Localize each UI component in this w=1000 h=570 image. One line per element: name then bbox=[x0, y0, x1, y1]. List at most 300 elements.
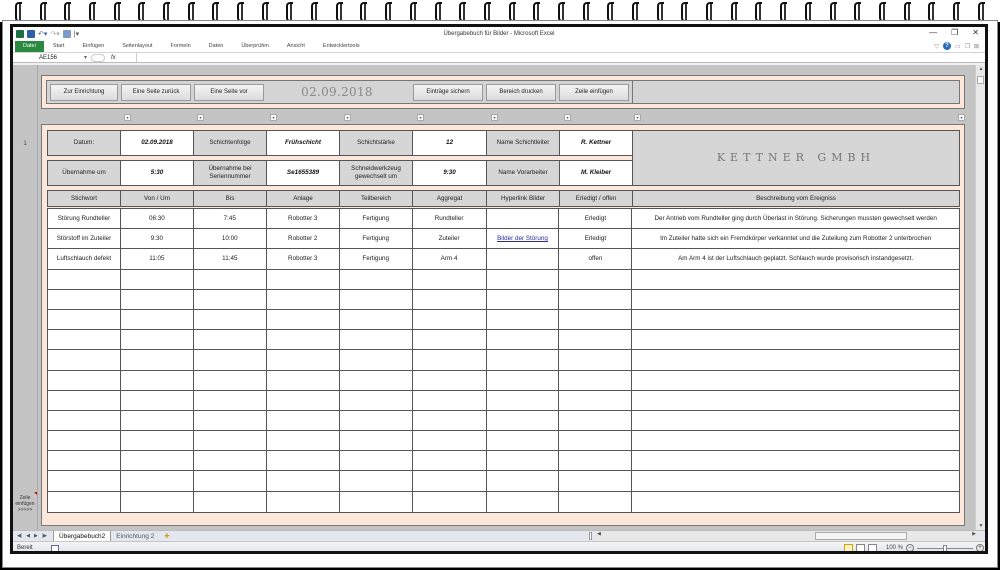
cell-hyperlink-bilder[interactable] bbox=[487, 492, 560, 512]
excel-app-icon bbox=[16, 30, 24, 38]
cell-erledigt-offen[interactable] bbox=[559, 371, 632, 390]
value-datum[interactable]: 02.09.2018 bbox=[120, 130, 194, 156]
cell-von-um[interactable] bbox=[121, 431, 194, 450]
spiral-ring-icon bbox=[805, 2, 812, 22]
spiral-ring-icon bbox=[385, 2, 392, 22]
next-sheet-icon[interactable]: ▶ bbox=[34, 533, 38, 539]
spiral-ring-icon bbox=[731, 2, 738, 22]
cell-anlage[interactable] bbox=[267, 411, 340, 430]
tab-start[interactable]: Start bbox=[52, 43, 65, 49]
zoom-slider[interactable] bbox=[917, 548, 973, 549]
cell-beschreibung[interactable]: Der Antrieb vom Rundteller ging durch Überlast in Störung. Sicherungen mussten gewechselt werden bbox=[654, 215, 937, 223]
cell-von-um[interactable] bbox=[121, 391, 194, 410]
tab-seitenlayout[interactable]: Seitenlayout bbox=[122, 43, 153, 49]
scroll-up-icon[interactable]: ▲ bbox=[978, 66, 984, 72]
cell-beschreibung[interactable] bbox=[632, 330, 959, 349]
cell-hyperlink-bilder[interactable] bbox=[487, 330, 560, 349]
table-row bbox=[48, 492, 959, 512]
cell-stichwort[interactable] bbox=[48, 471, 121, 490]
cell-hyperlink-bilder[interactable] bbox=[487, 290, 560, 309]
cell-teilbereich[interactable] bbox=[340, 471, 413, 490]
name-box[interactable] bbox=[13, 53, 91, 62]
cell-hyperlink-bilder[interactable] bbox=[487, 371, 560, 390]
filter-dropdown-icon[interactable]: ▾ bbox=[197, 114, 204, 121]
spiral-ring-icon bbox=[484, 2, 491, 22]
fx-icon[interactable]: fx bbox=[111, 54, 116, 61]
cell-hyperlink-bilder[interactable] bbox=[487, 209, 560, 228]
cell-aggregat[interactable] bbox=[413, 451, 487, 470]
sheet-tab-uebergabebuch2[interactable]: Übergabebuch2 bbox=[53, 531, 111, 542]
cell-aggregat[interactable]: Arm 4 bbox=[413, 249, 487, 268]
spiral-ring-icon bbox=[360, 2, 367, 22]
spiral-ring-icon bbox=[879, 2, 886, 22]
spiral-ring-icon bbox=[953, 2, 960, 22]
cell-beschreibung[interactable]: Im Zuteiler hatte sich ein Fremdkörper verkanntet und die Zuteilung zum Robotter 2 unterbrochen bbox=[660, 235, 932, 243]
button-panel bbox=[41, 75, 965, 109]
sheet-tab-navigation bbox=[13, 533, 53, 539]
cell-bis[interactable] bbox=[194, 431, 267, 450]
label-seriennummer: Übernahme bei Seriennummer bbox=[193, 160, 267, 186]
eine-seite-zurueck-button[interactable]: Eine Seite zurück bbox=[121, 84, 191, 101]
page-layout-view-button[interactable] bbox=[856, 544, 865, 552]
cell-aggregat[interactable] bbox=[413, 270, 487, 289]
comment-indicator-icon bbox=[34, 492, 37, 495]
redo-icon[interactable]: ↷▾ bbox=[50, 31, 60, 38]
event-table bbox=[47, 208, 960, 513]
page-break-view-button[interactable] bbox=[868, 544, 877, 552]
value-schichtleiter[interactable]: R. Kettner bbox=[559, 130, 633, 156]
cell-bis[interactable]: 11:45 bbox=[194, 249, 267, 268]
cell-stichwort[interactable] bbox=[48, 350, 121, 369]
cell-anlage[interactable] bbox=[267, 451, 340, 470]
save-icon[interactable] bbox=[27, 30, 35, 38]
window-title: Übergabebuch für Bilder - Microsoft Excel bbox=[443, 31, 555, 37]
cell-bis[interactable] bbox=[194, 270, 267, 289]
cell-stichwort[interactable]: Störstoff im Zuteiler bbox=[48, 229, 121, 248]
spiral-ring-icon bbox=[928, 2, 935, 22]
filter-row bbox=[38, 113, 975, 123]
status-ready: Bereit bbox=[17, 545, 33, 551]
cell-anlage[interactable] bbox=[267, 371, 340, 390]
cell-stichwort[interactable]: Störung Rundteller bbox=[48, 209, 121, 228]
spiral-ring-icon bbox=[410, 2, 417, 22]
table-row bbox=[48, 310, 959, 330]
spiral-ring-icon bbox=[607, 2, 614, 22]
cell-stichwort[interactable] bbox=[48, 371, 121, 390]
insert-sheet-icon[interactable]: ✚ bbox=[164, 532, 170, 540]
value-schneidwerkzeug[interactable]: 9:30 bbox=[412, 160, 487, 186]
tab-split-handle[interactable] bbox=[589, 532, 592, 540]
cell-bis[interactable] bbox=[194, 350, 267, 369]
row-headers bbox=[13, 65, 38, 530]
cell-anlage[interactable] bbox=[267, 492, 340, 512]
table-row bbox=[48, 411, 959, 431]
bereich-drucken-button[interactable]: Bereich drucken bbox=[486, 84, 556, 101]
spiral-ring-icon bbox=[978, 2, 985, 22]
cell-anlage[interactable] bbox=[267, 310, 340, 329]
cell-teilbereich[interactable]: Fertigung bbox=[340, 209, 413, 228]
cell-erledigt-offen[interactable] bbox=[559, 492, 632, 512]
value-schichtstaerke[interactable]: 12 bbox=[412, 130, 487, 156]
cell-stichwort[interactable] bbox=[48, 451, 121, 470]
spiral-ring-icon bbox=[681, 2, 688, 22]
eintraege-sichern-button[interactable]: Einträge sichern bbox=[413, 84, 483, 101]
cell-hyperlink-bilder[interactable] bbox=[487, 350, 560, 369]
spiral-ring-icon bbox=[854, 2, 861, 22]
cell-bis[interactable] bbox=[194, 371, 267, 390]
cell-bis[interactable] bbox=[194, 330, 267, 349]
cell-hyperlink-bilder[interactable] bbox=[487, 229, 560, 248]
spiral-ring-icon bbox=[755, 2, 762, 22]
horizontal-scrollbar[interactable] bbox=[595, 531, 978, 541]
cell-stichwort[interactable] bbox=[48, 330, 121, 349]
value-uebernahme-um[interactable]: 5:30 bbox=[120, 160, 194, 186]
normal-view-button[interactable] bbox=[844, 544, 853, 552]
spiral-ring-icon bbox=[188, 2, 195, 22]
cell-teilbereich[interactable] bbox=[340, 411, 413, 430]
horizontal-scroll-thumb[interactable] bbox=[815, 532, 907, 540]
cell-anlage[interactable] bbox=[267, 391, 340, 410]
zur-einrichtung-button[interactable]: Zur Einrichtung bbox=[50, 84, 118, 101]
cell-stichwort[interactable] bbox=[48, 411, 121, 430]
col-header-beschreibung[interactable]: Beschreibung vom Ereigniss bbox=[632, 190, 960, 207]
cell-hyperlink-bilder[interactable] bbox=[487, 451, 560, 470]
eine-seite-vor-button[interactable]: Eine Seite vor bbox=[194, 84, 264, 101]
prev-sheet-icon[interactable]: ◀ bbox=[26, 533, 31, 539]
spiral-binding-decoration bbox=[0, 0, 1000, 22]
cell-stichwort[interactable] bbox=[48, 270, 121, 289]
excel-window bbox=[10, 24, 988, 554]
label-uebernahme-um: Übernahme um bbox=[47, 160, 121, 186]
cell-erledigt-offen[interactable] bbox=[559, 411, 632, 430]
col-header-bis[interactable]: Bis bbox=[193, 190, 267, 207]
cell-aggregat[interactable] bbox=[413, 411, 487, 430]
title-bar bbox=[13, 27, 985, 41]
cell-aggregat[interactable] bbox=[413, 471, 487, 490]
filter-dropdown-icon[interactable]: ▾ bbox=[270, 114, 277, 121]
cell-erledigt-offen[interactable]: Erledigt bbox=[559, 209, 632, 228]
tab-formeln[interactable]: Formeln bbox=[170, 43, 191, 49]
spiral-ring-icon bbox=[533, 2, 540, 22]
table-row bbox=[48, 209, 959, 229]
cell-erledigt-offen[interactable] bbox=[559, 270, 632, 289]
cell-erledigt-offen[interactable]: Erledigt bbox=[559, 229, 632, 248]
cell-aggregat[interactable] bbox=[413, 330, 487, 349]
cell-erledigt-offen[interactable] bbox=[559, 350, 632, 369]
spiral-ring-icon bbox=[558, 2, 565, 22]
cell-bis[interactable] bbox=[194, 411, 267, 430]
spiral-ring-icon bbox=[163, 2, 170, 22]
tab-ueberpruefen[interactable]: Überprüfen bbox=[241, 43, 269, 49]
minimize-button[interactable]: — bbox=[929, 28, 938, 37]
spiral-ring-icon bbox=[632, 2, 639, 22]
cell-anlage[interactable] bbox=[267, 350, 340, 369]
scroll-down-icon[interactable]: ▼ bbox=[978, 523, 984, 529]
cell-von-um[interactable] bbox=[121, 270, 194, 289]
quick-access-toolbar bbox=[13, 30, 79, 38]
vertical-scroll-thumb[interactable] bbox=[977, 76, 984, 84]
cell-beschreibung[interactable]: Am Arm 4 ist der Luftschlauch geplatzt. Schlauch wurde provisorisch instandgesetzt. bbox=[678, 255, 914, 263]
cell-hyperlink-bilder[interactable] bbox=[487, 391, 560, 410]
filter-dropdown-icon[interactable]: ▾ bbox=[958, 114, 965, 121]
col-header-stichwort[interactable]: Stichwort bbox=[47, 190, 121, 207]
col-header-von-um[interactable]: Von / Um bbox=[120, 190, 194, 207]
macro-record-icon[interactable] bbox=[51, 545, 59, 552]
cell-aggregat[interactable] bbox=[413, 350, 487, 369]
value-vorarbeiter[interactable]: M. Kleiber bbox=[559, 160, 633, 186]
cell-teilbereich[interactable] bbox=[340, 290, 413, 309]
table-row bbox=[48, 270, 959, 290]
cell-von-um[interactable] bbox=[121, 330, 194, 349]
cell-von-um[interactable] bbox=[121, 492, 194, 512]
form-icon[interactable] bbox=[63, 30, 71, 38]
cell-bis[interactable] bbox=[194, 471, 267, 490]
workbook-restore-icon[interactable]: ❐ bbox=[964, 43, 970, 50]
cell-beschreibung[interactable] bbox=[632, 270, 959, 289]
tab-entwicklertools[interactable]: Entwicklertools bbox=[322, 43, 360, 49]
spiral-ring-icon bbox=[64, 2, 71, 22]
cell-anlage[interactable] bbox=[267, 330, 340, 349]
workbook-close-icon[interactable]: ⊠ bbox=[973, 43, 979, 50]
cell-von-um[interactable] bbox=[121, 451, 194, 470]
last-sheet-icon[interactable]: |▶ bbox=[41, 533, 48, 539]
cell-aggregat[interactable]: Rundteller bbox=[413, 209, 487, 228]
cell-anlage[interactable]: Robotter 3 bbox=[267, 249, 340, 268]
spiral-ring-icon bbox=[509, 2, 516, 22]
table-row bbox=[48, 431, 959, 451]
spiral-ring-icon bbox=[830, 2, 837, 22]
cell-beschreibung[interactable] bbox=[632, 431, 959, 450]
spiral-ring-icon bbox=[15, 2, 22, 22]
value-seriennummer[interactable]: Se1655389 bbox=[266, 160, 340, 186]
cell-aggregat[interactable] bbox=[413, 310, 487, 329]
table-row bbox=[48, 471, 959, 491]
cell-teilbereich[interactable] bbox=[340, 391, 413, 410]
cell-teilbereich[interactable] bbox=[340, 371, 413, 390]
cell-stichwort[interactable] bbox=[48, 431, 121, 450]
cell-aggregat[interactable] bbox=[413, 431, 487, 450]
cell-anlage[interactable] bbox=[267, 431, 340, 450]
scroll-left-icon[interactable]: ◀ bbox=[597, 531, 601, 537]
cell-teilbereich[interactable]: Fertigung bbox=[340, 249, 413, 268]
formula-bar-expand-icon[interactable] bbox=[91, 54, 105, 62]
cell-hyperlink-bilder[interactable] bbox=[487, 310, 560, 329]
spiral-ring-icon bbox=[138, 2, 145, 22]
table-row bbox=[48, 451, 959, 471]
cell-beschreibung[interactable] bbox=[632, 371, 959, 390]
main-panel bbox=[41, 124, 965, 526]
insert-row-note[interactable]: Zeile einfügen >>>>> bbox=[15, 495, 35, 513]
button-panel-filler bbox=[632, 81, 959, 103]
zoom-out-icon[interactable]: − bbox=[906, 544, 914, 552]
cell-aggregat[interactable] bbox=[413, 371, 487, 390]
cell-teilbereich[interactable] bbox=[340, 330, 413, 349]
help-icon[interactable]: ? bbox=[943, 42, 951, 50]
tab-daten[interactable]: Daten bbox=[208, 43, 224, 49]
cell-stichwort[interactable] bbox=[48, 310, 121, 329]
cell-beschreibung[interactable] bbox=[632, 310, 959, 329]
cell-erledigt-offen[interactable] bbox=[559, 290, 632, 309]
table-row bbox=[48, 371, 959, 391]
table-row bbox=[48, 330, 959, 350]
col-header-hyperlink-bilder[interactable]: Hyperlink Bilder bbox=[486, 190, 560, 207]
cell-von-um[interactable] bbox=[121, 411, 194, 430]
cell-hyperlink-bilder[interactable] bbox=[487, 270, 560, 289]
cell-anlage[interactable] bbox=[267, 270, 340, 289]
cell-von-um[interactable] bbox=[121, 371, 194, 390]
cell-teilbereich[interactable] bbox=[340, 492, 413, 512]
cell-bis[interactable] bbox=[194, 391, 267, 410]
cell-erledigt-offen[interactable] bbox=[559, 391, 632, 410]
cell-bis[interactable] bbox=[194, 290, 267, 309]
zeile-einfuegen-button[interactable]: Zeile einfügen bbox=[559, 84, 629, 101]
chevron-down-icon[interactable]: ▾ bbox=[83, 55, 87, 61]
cell-anlage[interactable]: Robotter 3 bbox=[267, 209, 340, 228]
col-header-teilbereich[interactable]: Teilbereich bbox=[339, 190, 413, 207]
cell-teilbereich[interactable] bbox=[340, 451, 413, 470]
cell-erledigt-offen[interactable] bbox=[559, 451, 632, 470]
cell-von-um[interactable] bbox=[121, 290, 194, 309]
cell-beschreibung[interactable] bbox=[632, 290, 959, 309]
cell-erledigt-offen[interactable] bbox=[559, 471, 632, 490]
label-schichtleiter: Name Schichtleiter bbox=[486, 130, 560, 156]
cell-aggregat[interactable] bbox=[413, 391, 487, 410]
label-datum: Datum: bbox=[47, 130, 121, 156]
cell-beschreibung[interactable] bbox=[632, 492, 959, 512]
label-schichtstaerke: Schichtstärke bbox=[339, 130, 413, 156]
spiral-ring-icon bbox=[40, 2, 47, 22]
cell-beschreibung[interactable] bbox=[632, 411, 959, 430]
cell-hyperlink-bilder[interactable] bbox=[487, 431, 560, 450]
spiral-ring-icon bbox=[114, 2, 121, 22]
filter-dropdown-icon[interactable]: ▾ bbox=[564, 114, 571, 121]
spiral-ring-icon bbox=[435, 2, 442, 22]
cell-erledigt-offen[interactable] bbox=[559, 431, 632, 450]
row-header-1[interactable]: 1 bbox=[23, 141, 27, 147]
formula-bar bbox=[13, 52, 985, 63]
spiral-ring-icon bbox=[583, 2, 590, 22]
cell-aggregat[interactable] bbox=[413, 492, 487, 512]
cell-erledigt-offen[interactable]: offen bbox=[559, 249, 632, 268]
label-vorarbeiter: Name Vorarbeiter bbox=[486, 160, 560, 186]
company-logo-text: KETTNER GMBH bbox=[632, 130, 960, 186]
cell-teilbereich[interactable]: Fertigung bbox=[340, 229, 413, 248]
filter-dropdown-icon[interactable]: ▾ bbox=[491, 114, 498, 121]
spiral-ring-icon bbox=[286, 2, 293, 22]
cell-beschreibung[interactable] bbox=[632, 471, 959, 490]
spiral-ring-icon bbox=[336, 2, 343, 22]
cell-hyperlink-bilder[interactable] bbox=[487, 411, 560, 430]
filter-dropdown-icon[interactable]: ▾ bbox=[417, 114, 424, 121]
cell-bis[interactable]: 7:45 bbox=[194, 209, 267, 228]
cell-erledigt-offen[interactable] bbox=[559, 330, 632, 349]
date-display: 02.09.2018 bbox=[301, 85, 373, 99]
cell-teilbereich[interactable] bbox=[340, 350, 413, 369]
cell-aggregat[interactable] bbox=[413, 290, 487, 309]
cell-anlage[interactable] bbox=[267, 290, 340, 309]
tab-datei[interactable]: Datei bbox=[15, 41, 44, 52]
tab-einfuegen[interactable]: Einfügen bbox=[82, 43, 105, 49]
cell-von-um[interactable] bbox=[121, 350, 194, 369]
filter-dropdown-icon[interactable]: ▾ bbox=[344, 114, 351, 121]
cell-bis[interactable] bbox=[194, 310, 267, 329]
ribbon-tabs bbox=[13, 41, 985, 52]
cell-stichwort[interactable]: Luftschlauch defekt bbox=[48, 249, 121, 268]
formula-input[interactable] bbox=[136, 53, 985, 62]
table-row bbox=[48, 290, 959, 310]
cell-anlage[interactable] bbox=[267, 471, 340, 490]
cell-von-um[interactable]: 06:30 bbox=[121, 209, 194, 228]
spiral-ring-icon bbox=[89, 2, 96, 22]
cell-teilbereich[interactable] bbox=[340, 270, 413, 289]
workbook-minimize-icon[interactable]: ▭ bbox=[954, 43, 961, 50]
col-header-anlage[interactable]: Anlage bbox=[266, 190, 340, 207]
col-header-aggregat[interactable]: Aggregat bbox=[412, 190, 487, 207]
value-schichtenfolge[interactable]: Frühschicht bbox=[266, 130, 340, 156]
cell-bis[interactable] bbox=[194, 492, 267, 512]
cell-bis[interactable] bbox=[194, 451, 267, 470]
spiral-ring-icon bbox=[780, 2, 787, 22]
undo-icon[interactable]: ↶▾ bbox=[38, 31, 48, 38]
close-button[interactable]: ✕ bbox=[972, 28, 979, 37]
tab-ansicht[interactable]: Ansicht bbox=[286, 43, 305, 49]
table-row bbox=[48, 350, 959, 370]
name-box-value: AE156 bbox=[39, 55, 58, 61]
ribbon-minimize-icon[interactable]: ▽ bbox=[934, 43, 939, 50]
customize-qat-icon[interactable]: |▾ bbox=[73, 31, 80, 38]
filter-dropdown-icon[interactable]: ▾ bbox=[124, 114, 131, 121]
cell-teilbereich[interactable] bbox=[340, 310, 413, 329]
cell-stichwort[interactable] bbox=[48, 492, 121, 512]
spiral-ring-icon bbox=[459, 2, 466, 22]
hyperlink-bilder-link[interactable]: Bilder der Störung bbox=[497, 235, 548, 243]
cell-von-um[interactable] bbox=[121, 471, 194, 490]
cell-bis[interactable]: 10:00 bbox=[194, 229, 267, 248]
cell-beschreibung[interactable] bbox=[632, 451, 959, 470]
spiral-ring-icon bbox=[262, 2, 269, 22]
label-schneidwerkzeug: Schneidwerkzeug gewechselt um bbox=[339, 160, 413, 186]
sheet-area bbox=[13, 65, 975, 530]
col-header-erledigt-offen[interactable]: Erledigt / offen bbox=[559, 190, 633, 207]
zoom-in-icon[interactable]: + bbox=[976, 544, 984, 552]
cell-hyperlink-bilder[interactable] bbox=[487, 249, 560, 268]
cell-teilbereich[interactable] bbox=[340, 431, 413, 450]
cell-hyperlink-bilder[interactable] bbox=[487, 471, 560, 490]
zoom-level[interactable]: 100 % bbox=[885, 545, 903, 551]
filter-dropdown-icon[interactable]: ▾ bbox=[634, 114, 641, 121]
cell-erledigt-offen[interactable] bbox=[559, 310, 632, 329]
spiral-ring-icon bbox=[706, 2, 713, 22]
vertical-scrollbar[interactable] bbox=[975, 65, 985, 530]
restore-button[interactable]: ❐ bbox=[951, 28, 959, 37]
cell-stichwort[interactable] bbox=[48, 290, 121, 309]
sheet-tab-einrichtung-2[interactable]: Einrichtung 2 bbox=[116, 532, 155, 540]
table-row bbox=[48, 229, 959, 249]
cell-beschreibung[interactable] bbox=[632, 391, 959, 410]
cell-von-um[interactable] bbox=[121, 310, 194, 329]
cell-aggregat[interactable]: Zuteiler bbox=[413, 229, 487, 248]
cell-beschreibung[interactable] bbox=[632, 350, 959, 369]
cell-stichwort[interactable] bbox=[48, 391, 121, 410]
cell-von-um[interactable]: 9:30 bbox=[121, 229, 194, 248]
cell-anlage[interactable]: Robotter 2 bbox=[267, 229, 340, 248]
cell-von-um[interactable]: 11:05 bbox=[121, 249, 194, 268]
first-sheet-icon[interactable]: ◀| bbox=[17, 533, 23, 539]
scroll-right-icon[interactable]: ▶ bbox=[972, 531, 976, 537]
spiral-ring-icon bbox=[237, 2, 244, 22]
spiral-ring-icon bbox=[657, 2, 664, 22]
zoom-slider-thumb[interactable] bbox=[943, 545, 947, 552]
